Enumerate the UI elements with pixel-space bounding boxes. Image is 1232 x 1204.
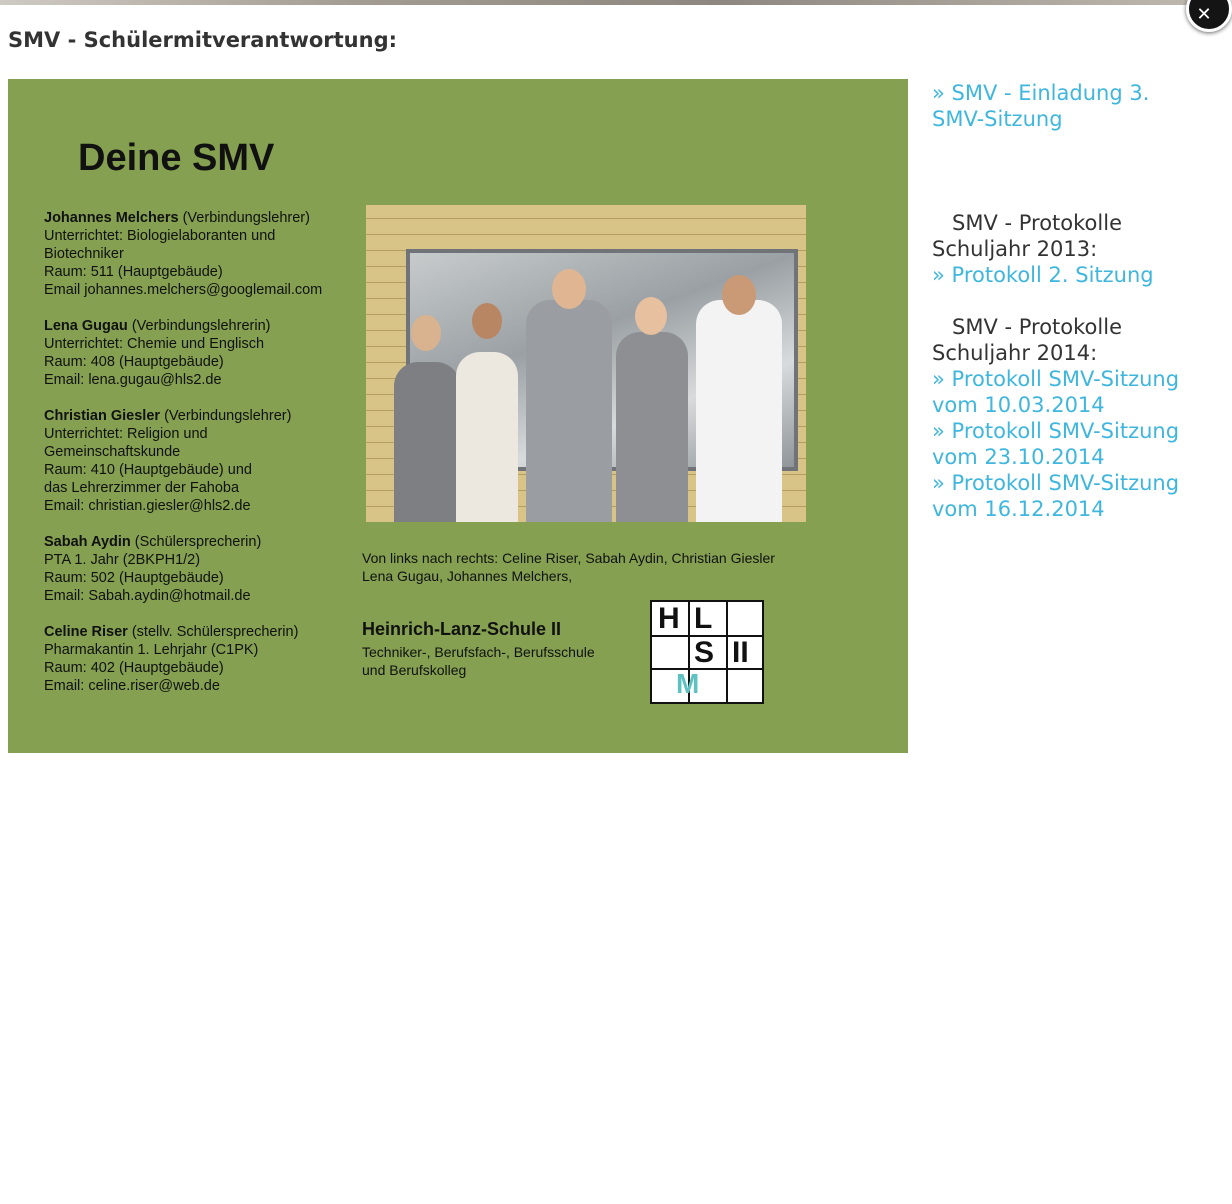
contact-name: Johannes Melchers [44,210,179,226]
school-name: Heinrich-Lanz-Schule II [362,619,562,639]
contact-name: Christian Giesler [44,408,161,424]
protocol-group-2013 [932,210,1202,288]
person-head [635,297,667,335]
contact-name: Sabah Aydin [44,534,131,550]
contact-line: Raum: 511 (Hauptgebäude) [44,264,223,280]
person-figure [616,332,688,522]
contact-role: (stellv. Schülersprecherin) [127,624,299,640]
school-logo: H L S II M [650,600,764,704]
contact-card [44,533,374,605]
person-figure [696,300,782,522]
protocol-heading: SMV - Protokolle Schuljahr 2014: [932,315,1122,365]
person-figure [456,352,518,522]
contact-list [44,209,374,713]
protocol-link[interactable]: » Protokoll 2. Sitzung [932,263,1154,287]
close-button[interactable] [1186,0,1232,32]
invitation-link[interactable]: » SMV - Einladung 3. SMV-Sitzung [932,81,1150,131]
contact-line: Raum: 408 (Hauptgebäude) [44,354,224,370]
contact-role: (Verbindungslehrer) [160,408,292,424]
protocol-link[interactable]: » Protokoll SMV-Sitzung vom 16.12.2014 [932,471,1180,521]
contact-line: Unterrichtet: Religion und [44,426,208,442]
contact-name: Celine Riser [44,624,128,640]
contact-card [44,623,374,695]
person-figure [526,300,612,522]
person-head [722,275,756,315]
protocol-heading: SMV - Protokolle Schuljahr 2013: [932,211,1122,261]
contact-role: (Verbindungslehrerin) [127,318,271,334]
contact-role: (Schülersprecherin) [130,534,262,550]
contact-line: Unterrichtet: Biologielaboranten und [44,228,276,244]
contact-card [44,407,374,515]
contact-line: Raum: 410 (Hauptgebäude) und [44,462,252,478]
person-head [552,269,586,309]
contact-line: Biotechniker [44,246,124,262]
contact-line: PTA 1. Jahr (2BKPH1/2) [44,552,201,568]
contact-card [44,209,374,299]
contact-line: Email: Sabah.aydin@hotmail.de [44,588,251,604]
group-photo [366,205,806,522]
contact-role: (Verbindungslehrer) [178,210,310,226]
contact-line: Raum: 502 (Hauptgebäude) [44,570,224,586]
protocol-group-2014 [932,314,1202,522]
photo-caption: Von links nach rechts: Celine Riser, Sabah Aydin, Christian Giesler Lena Gugau, Johannes Melchers, [362,550,775,584]
person-head [472,303,502,339]
contact-line: Pharmakantin 1. Lehrjahr (C1PK) [44,642,259,658]
school-subtitle: Techniker-, Berufsfach-, Berufsschule und Berufskolleg [362,644,595,678]
person-figure [394,362,460,522]
contact-line: Raum: 402 (Hauptgebäude) [44,660,224,676]
protocol-link[interactable]: » Protokoll SMV-Sitzung vom 23.10.2014 [932,419,1180,469]
protocol-link[interactable]: » Protokoll SMV-Sitzung vom 10.03.2014 [932,367,1180,417]
page-title: SMV - Schülermitverantwortung: [8,28,398,52]
smv-poster-image [8,79,908,753]
contact-line: Unterrichtet: Chemie und Englisch [44,336,265,352]
background-photo-strip [0,0,1190,5]
poster-title: Deine SMV [78,137,275,179]
contact-line: das Lehrerzimmer der Fahoba [44,480,240,496]
person-head [411,315,441,351]
contact-line: Email johannes.melchers@googlemail.com [44,282,323,298]
contact-name: Lena Gugau [44,318,128,334]
contact-line: Email: lena.gugau@hls2.de [44,372,222,388]
sidebar [932,80,1202,522]
contact-line: Email: celine.riser@web.de [44,678,220,694]
contact-line: Email: christian.giesler@hls2.de [44,498,251,514]
close-icon: ✕ [1196,3,1212,25]
contact-card [44,317,374,389]
contact-line: Gemeinschaftskunde [44,444,181,460]
